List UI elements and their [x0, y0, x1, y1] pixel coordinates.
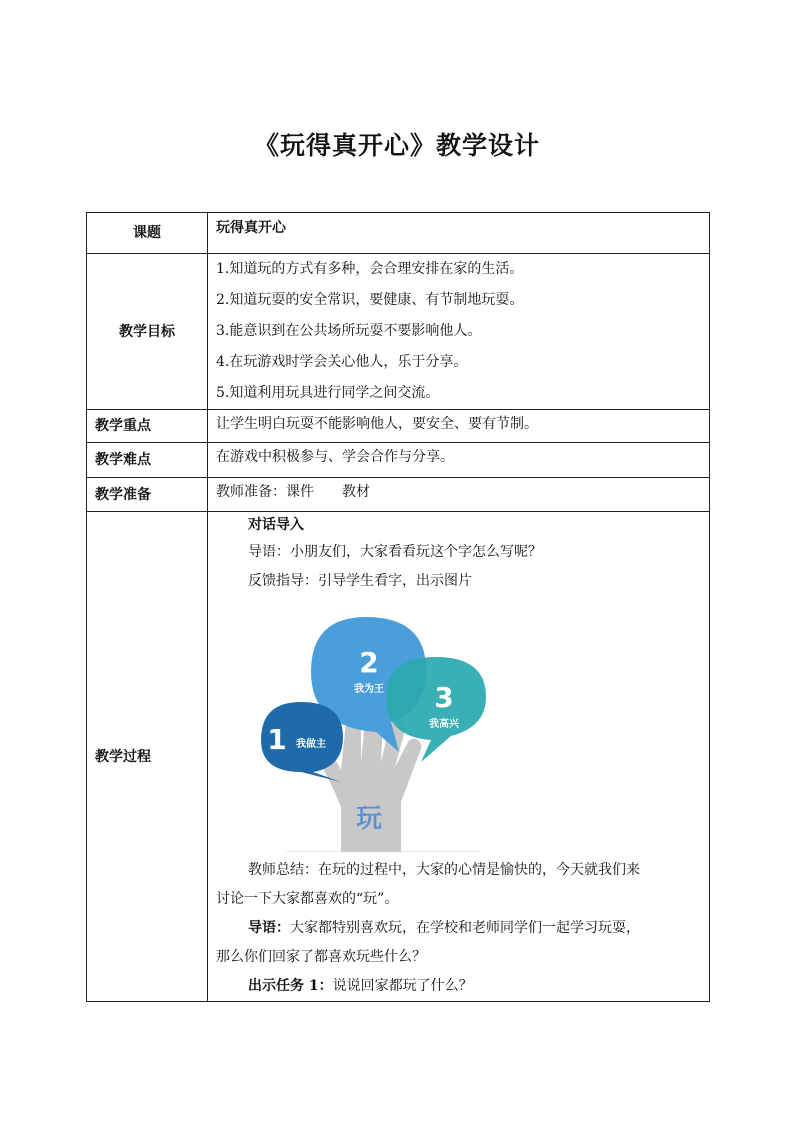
goals-row: [87, 254, 710, 410]
play-illustration: [241, 602, 541, 852]
bubble-1-number: 1: [267, 723, 287, 756]
bubble-2-label: 我为王: [354, 684, 384, 695]
bubble-3-label: 我高兴: [429, 719, 459, 730]
page-title: 《玩得真开心》教学设计: [253, 131, 540, 160]
topic-row: [87, 213, 710, 254]
bubble-2-number: 2: [359, 646, 379, 679]
difficulty-label: 教学难点: [87, 443, 208, 478]
summary-line-1: 教师总结：在玩的过程中，大家的心情是愉快的，今天就我们来: [248, 862, 640, 878]
goals-label: 教学目标: [87, 254, 208, 410]
prep-label: 教学准备: [87, 478, 208, 512]
summary-line-2: 讨论一下大家都喜欢的“玩”。: [216, 891, 399, 907]
guide-text-1: 大家都特别喜欢玩，在学校和老师同学们一起学习玩耍，: [290, 920, 640, 936]
bubble-3-number: 3: [434, 681, 454, 714]
task-line: [216, 972, 701, 1001]
process-feedback: 反馈指导：引导学生看字，出示图片: [248, 573, 472, 589]
goal-item: 2.知道玩耍的安全常识，要健康、有节制地玩耍。: [216, 292, 524, 308]
difficulty-row: [87, 443, 710, 478]
goal-item: 4.在玩游戏时学会关心他人，乐于分享。: [216, 354, 468, 370]
bubble-3: [386, 657, 486, 762]
topic-label: 课题: [87, 213, 208, 254]
goal-item: 3.能意识到在公共场所玩耍不要影响他人。: [216, 323, 482, 339]
task-label: 出示任务 1：: [248, 978, 333, 994]
process-label: 教学过程: [87, 512, 208, 1002]
goals-list: [208, 254, 710, 410]
lesson-plan-table: [86, 212, 710, 1002]
difficulty-value: 在游戏中积极参与、学会合作与分享。: [216, 449, 454, 465]
prep-row: [87, 478, 710, 512]
task-text: 说说回家都玩了什么？: [332, 978, 473, 994]
key-row: [87, 410, 710, 443]
process-intro: 导语：小朋友们，大家看看玩这个字怎么写呢？: [248, 544, 542, 560]
play-illustration-svg: [241, 602, 541, 852]
process-heading: 对话导入: [248, 517, 304, 533]
topic-value: 玩得真开心: [216, 220, 286, 236]
key-label: 教学重点: [87, 410, 208, 443]
process-row: [87, 512, 710, 1002]
guide-line-1: [216, 914, 701, 943]
bubble-1-label: 我做主: [296, 739, 326, 750]
key-value: 让学生明白玩耍不能影响他人，要安全、要有节制。: [216, 416, 538, 432]
goal-item: 1.知道玩的方式有多种，会合理安排在家的生活。: [216, 261, 524, 277]
goal-item: 5.知道利用玩具进行同学之间交流。: [216, 385, 440, 401]
prep-value: 教师准备：课件 教材: [216, 484, 370, 500]
process-content: [208, 512, 710, 1002]
guide-label: 导语：: [248, 920, 290, 936]
hand-char: 玩: [355, 804, 383, 834]
guide-line-2: 那么你们回家了都喜欢玩些什么？: [216, 949, 426, 965]
